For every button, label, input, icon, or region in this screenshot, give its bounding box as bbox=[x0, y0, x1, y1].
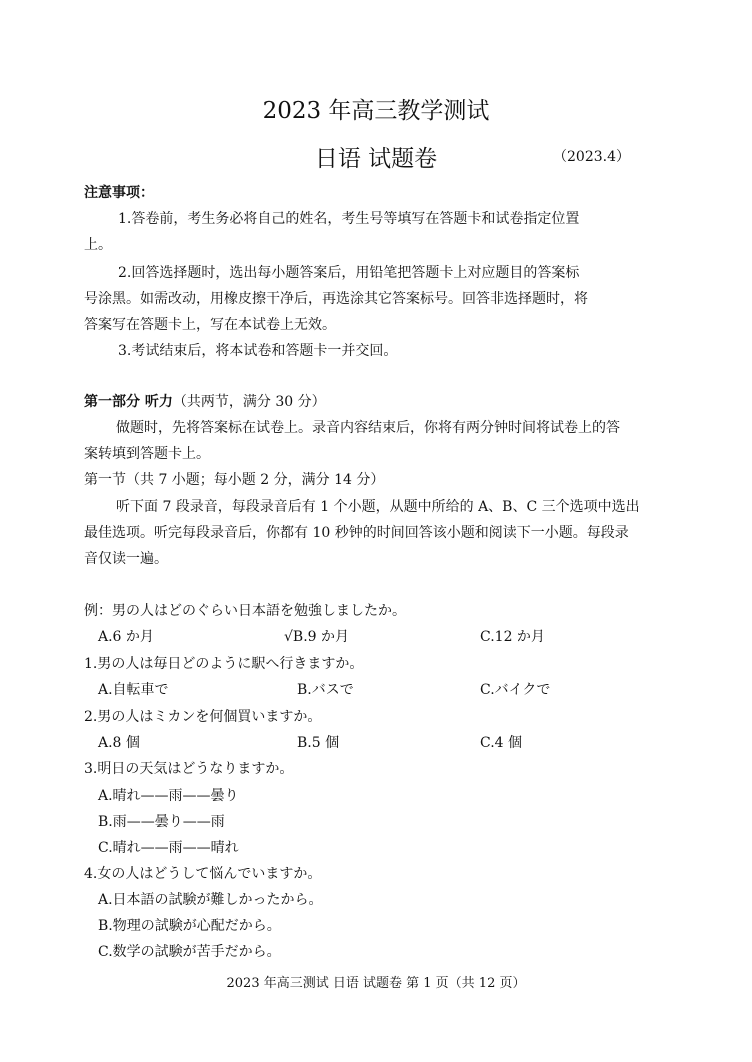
question-4-option-b: B.物理の試験が心配だから。 bbox=[98, 918, 281, 934]
question-2-option-a: A.8 個 bbox=[98, 735, 140, 751]
example-question: 例：男の人はどのぐらい日本語を勉強しましたか。 bbox=[84, 603, 406, 619]
page-footer: 2023 年高三测试 日语 试题卷 第 1 页（共 12 页） bbox=[226, 976, 526, 991]
exam-date: （2023.4） bbox=[553, 149, 630, 165]
part1-heading-bold: 第一部分 听力 bbox=[84, 394, 173, 410]
section1-heading: 第一节（共 7 小题；每小题 2 分，满分 14 分） bbox=[84, 472, 385, 488]
question-1-option-a: A.自転車で bbox=[98, 682, 169, 698]
question-1-option-b: B.バスで bbox=[297, 682, 354, 698]
question-2-option-c: C.4 個 bbox=[480, 735, 523, 751]
section1-instruction-line: 音仅读一遍。 bbox=[84, 551, 168, 567]
example-option-b: √B.9 か月 bbox=[284, 629, 350, 645]
page-subtitle: 日语 试题卷 bbox=[314, 146, 438, 172]
notice-line: 号涂黑。如需改动，用橡皮擦干净后，再选涂其它答案标号。回答非选择题时，将 bbox=[84, 291, 588, 307]
example-option-a: A.6 か月 bbox=[98, 629, 154, 645]
notice-line: 1.答卷前，考生务必将自己的姓名，考生号等填写在答题卡和试卷指定位置 bbox=[118, 211, 580, 227]
question-4: 4.女の人はどうして悩んでいますか。 bbox=[84, 866, 322, 882]
question-4-option-a: A.日本語の試験が難しかったから。 bbox=[98, 892, 323, 908]
notice-heading: 注意事项： bbox=[84, 185, 154, 201]
section1-instruction-line: 听下面 7 段录音，每段录音后有 1 个小题，从题中所给的 A、B、C 三个选项中选出 bbox=[116, 499, 640, 515]
question-2-option-b: B.5 個 bbox=[297, 735, 340, 751]
question-3: 3.明日の天気はどうなりますか。 bbox=[84, 761, 294, 777]
part1-heading bbox=[84, 391, 326, 411]
question-4-option-c: C.数学の試験が苦手だから。 bbox=[98, 944, 281, 960]
part1-intro-line: 案转填到答题卡上。 bbox=[84, 446, 210, 462]
question-3-option-c: C.晴れ——雨——晴れ bbox=[98, 840, 239, 856]
example-option-c: C.12 か月 bbox=[480, 629, 545, 645]
part1-intro-line: 做题时，先将答案标在试卷上。录音内容结束后，你将有两分钟时间将试卷上的答 bbox=[116, 420, 620, 436]
question-2: 2.男の人はミカンを何個買いますか。 bbox=[84, 709, 322, 725]
part1-heading-rest: （共两节，满分 30 分） bbox=[172, 394, 326, 410]
notice-line: 3.考试结束后，将本试卷和答题卡一并交回。 bbox=[118, 343, 398, 359]
notice-line: 2.回答选择题时，选出每小题答案后，用铅笔把答题卡上对应题目的答案标 bbox=[118, 265, 580, 281]
question-1: 1.男の人は毎日どのように駅へ行きますか。 bbox=[84, 656, 364, 672]
question-3-option-a: A.晴れ——雨——曇り bbox=[98, 788, 239, 804]
question-1-option-c: C.バイクで bbox=[480, 682, 551, 698]
notice-line: 上。 bbox=[84, 237, 112, 253]
page-title: 2023 年高三教学测试 bbox=[262, 98, 490, 124]
question-3-option-b: B.雨——曇り——雨 bbox=[98, 814, 225, 830]
section1-instruction-line: 最佳选项。听完每段录音后，你都有 10 秒钟的时间回答该小题和阅读下一小题。每段录 bbox=[84, 525, 629, 541]
notice-line: 答案写在答题卡上，写在本试卷上无效。 bbox=[84, 317, 336, 333]
